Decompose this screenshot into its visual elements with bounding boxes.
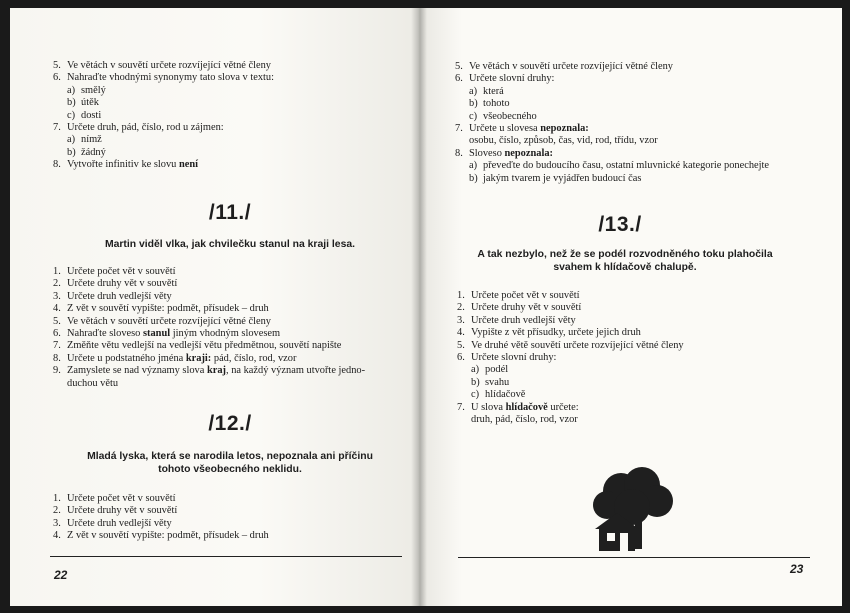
exercise-13-tasks — [457, 290, 684, 426]
task-item: 1. Určete počet vět v souvětí — [457, 290, 580, 301]
task-subitem: b) útěk — [67, 97, 99, 109]
emphasized-word: stanul — [142, 328, 171, 340]
book-gutter — [411, 8, 427, 606]
item-number: b) — [471, 376, 480, 388]
item-number: 2. — [53, 505, 61, 517]
item-number: b) — [67, 146, 76, 158]
exercise-12-title-line2: tohoto všeobecného neklidu. — [158, 464, 302, 475]
item-number: a) — [67, 84, 76, 96]
item-number: b) — [469, 98, 478, 110]
item-number: 7. — [53, 122, 61, 134]
task-subitem: a) nímž — [67, 134, 102, 146]
task-item: 4. Z vět v souvětí vypište: podmět, přísudek – druh — [53, 530, 269, 542]
left-top-list — [53, 60, 274, 172]
item-number: 6. — [455, 73, 463, 85]
task-item: 1. Určete počet vět v souvětí — [53, 266, 176, 277]
task-subitem: a) která — [469, 85, 504, 97]
exercise-12-title-line1: Mladá lyska, která se narodila letos, nepoznala ani příčinu — [87, 451, 373, 462]
task-item: 8. Sloveso nepoznala: — [455, 147, 554, 159]
task-subitem: b) tohoto — [469, 98, 510, 110]
exercise-11-tasks — [53, 266, 365, 390]
right-top-list — [455, 61, 769, 185]
right-footer-rule — [458, 557, 810, 558]
task-item: 6. Nahraďte sloveso stanul jiným vhodným slovesem — [53, 328, 281, 340]
exercise-11-title: Martin viděl vlka, jak chvilečku stanul na kraji lesa. — [104, 239, 356, 250]
item-number: 8. — [53, 352, 61, 364]
item-number: 5. — [455, 61, 463, 72]
task-continuation: druh, pád, číslo, rod, vzor — [471, 414, 578, 426]
right-page — [420, 8, 842, 606]
exercise-12-number: /12./ — [208, 412, 252, 435]
item-number: 8. — [455, 147, 463, 159]
task-item: 6. Nahraďte vhodnými synonymy tato slova v textu: — [53, 72, 274, 84]
item-number: b) — [469, 172, 478, 184]
item-number: 9. — [53, 365, 61, 377]
task-subitem: a) podél — [471, 364, 509, 376]
item-number: 7. — [455, 123, 463, 135]
exercise-13-title-line2: svahem k hlídačově chalupě. — [553, 262, 697, 273]
item-number: a) — [469, 160, 478, 172]
item-number: 4. — [53, 530, 61, 542]
item-number: b) — [67, 97, 76, 109]
task-item: 6. Určete slovní druhy: — [455, 73, 555, 85]
task-subitem: c) hlídačově — [471, 389, 526, 401]
task-item: 7. U slova hlídačově určete: — [457, 401, 579, 413]
item-number: a) — [67, 134, 76, 146]
emphasized-word: nepoznala: — [540, 123, 589, 135]
item-number: 1. — [53, 493, 61, 504]
task-subitem: b) žádný — [67, 146, 106, 158]
task-continuation: duchou větu — [67, 377, 119, 389]
task-subitem: a) smělý — [67, 84, 106, 96]
left-page-number: 22 — [54, 568, 68, 582]
exercise-13-title — [450, 248, 800, 274]
item-number: 8. — [53, 159, 61, 171]
task-item: 5. Ve větách v souvětí určete rozvíjející větné členy — [53, 315, 271, 327]
item-number: 2. — [457, 302, 465, 314]
emphasized-word: nepoznala: — [504, 147, 554, 159]
item-number: 7. — [457, 401, 465, 413]
exercise-12-title — [30, 450, 420, 476]
task-item: 2. Určete druhy vět v souvětí — [457, 302, 582, 314]
task-item: 7. Určete u slovesa nepoznala: — [455, 123, 589, 135]
item-number: 3. — [457, 314, 465, 326]
item-number: 4. — [457, 327, 465, 339]
item-number: 1. — [457, 290, 465, 301]
task-subitem: b) jakým tvarem je vyjádřen budoucí čas — [469, 172, 642, 184]
left-footer-rule — [50, 556, 402, 557]
item-number: 6. — [53, 328, 61, 340]
right-page-number: 23 — [790, 562, 804, 576]
task-item: 8. Vytvořte infinitiv ke slovu není — [53, 159, 199, 171]
tree-house-illustration — [587, 463, 677, 555]
task-item: 9. Zamyslete se nad významy slova kraj, na každý význam utvořte jedno- — [53, 365, 366, 377]
task-item: 3. Určete druh vedlejší věty — [53, 517, 172, 529]
item-number: 5. — [457, 339, 465, 351]
task-continuation: osobu, číslo, způsob, čas, vid, rod, třídu, vzor — [469, 135, 658, 147]
item-number: 4. — [53, 303, 61, 315]
task-subitem: b) svahu — [471, 376, 510, 388]
task-item: 2. Určete druhy vět v souvětí — [53, 505, 178, 517]
left-page — [10, 8, 420, 606]
task-item: 7. Změňte větu vedlejší na vedlejší větu předmětnou, souvětí napište — [53, 340, 342, 352]
task-item: 6. Určete slovní druhy: — [457, 352, 557, 364]
task-item: 5. Ve druhé větě souvětí určete rozvíjející větné členy — [457, 339, 684, 351]
task-item: 5. Ve větách v souvětí určete rozvíjející větné členy — [455, 61, 673, 72]
item-number: c) — [471, 389, 480, 401]
task-item: 1. Určete počet vět v souvětí — [53, 493, 176, 504]
exercise-11-number: /11./ — [208, 201, 252, 224]
emphasized-word: není — [178, 159, 199, 171]
item-number: 7. — [53, 340, 61, 352]
item-number: 6. — [457, 352, 465, 364]
task-item: 3. Určete druh vedlejší věty — [53, 290, 172, 302]
item-number: c) — [469, 110, 478, 122]
exercise-13-title-line1: A tak nezbylo, než že se podél rozvodněného toku plahočila — [477, 249, 773, 260]
task-subitem: c) dosti — [67, 109, 102, 121]
emphasized-word: kraj — [206, 365, 226, 377]
item-number: a) — [469, 85, 478, 97]
item-number: c) — [67, 109, 76, 121]
task-item: 4. Z vět v souvětí vypište: podmět, přísudek – druh — [53, 303, 269, 315]
task-item: 3. Určete druh vedlejší věty — [457, 314, 576, 326]
item-number: 5. — [53, 315, 61, 327]
exercise-13-number: /13./ — [598, 213, 642, 236]
emphasized-word: hlídačově — [505, 401, 548, 413]
item-number: 2. — [53, 278, 61, 290]
item-number: 3. — [53, 517, 61, 529]
task-item: 8. Určete u podstatného jména kraji: pád, číslo, rod, vzor — [53, 352, 297, 364]
task-subitem: a) převeďte do budoucího času, ostatní mluvnické kategorie ponechejte — [469, 160, 770, 172]
task-item: 5. Ve větách v souvětí určete rozvíjející větné členy — [53, 60, 271, 71]
item-number: 6. — [53, 72, 61, 84]
exercise-12-tasks — [53, 493, 269, 543]
task-item: 4. Vypište z vět přísudky, určete jejich druh — [457, 327, 641, 339]
item-number: 1. — [53, 266, 61, 277]
item-number: 5. — [53, 60, 61, 71]
emphasized-word: kraji: — [185, 352, 212, 364]
item-number: a) — [471, 364, 480, 376]
task-subitem: c) všeobecného — [469, 110, 537, 122]
task-item: 2. Určete druhy vět v souvětí — [53, 278, 178, 290]
task-item: 7. Určete druh, pád, číslo, rod u zájmen: — [53, 122, 224, 134]
item-number: 3. — [53, 290, 61, 302]
